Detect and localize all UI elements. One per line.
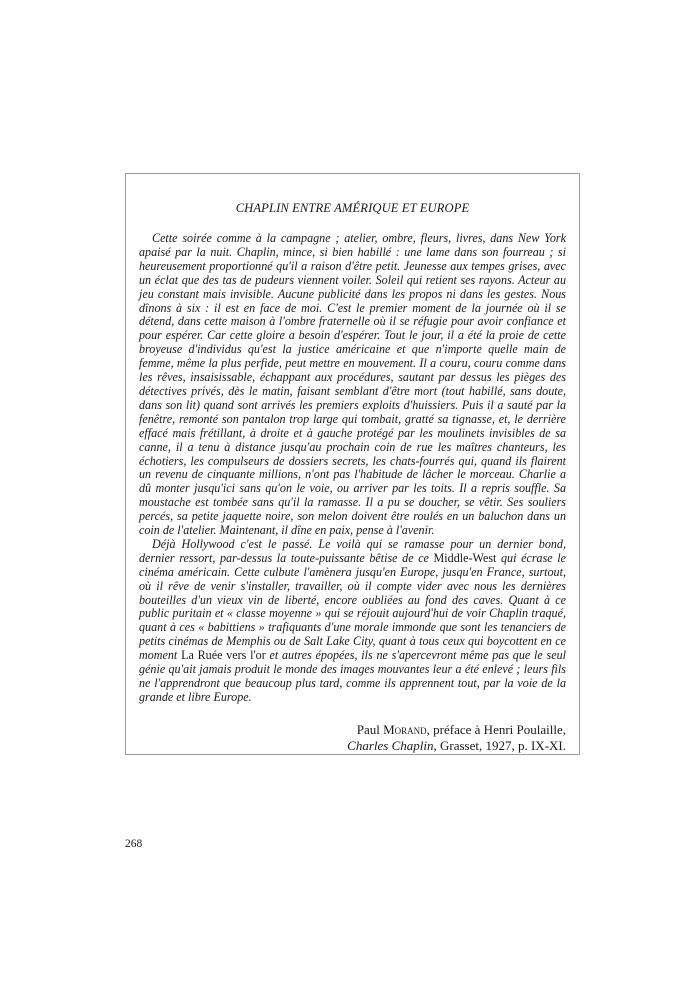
page-number: 268 [125,838,143,850]
paragraph-2-text-a: Déjà Hollywood c'est le passé. Le voilà qui se ramasse pour un dernier bond, dernier ressort, par-dessus la toute-puissante bêtise de ce [139,536,566,565]
citation-title: CHAPLIN ENTRE AMÉRIQUE ET EUROPE [235,201,470,215]
book-title: Charles Chaplin [347,737,434,753]
source-line-2 [139,738,566,754]
citation-box [125,173,580,755]
author-first-name: Paul [356,721,384,737]
author-last-name: Morand [383,721,427,737]
citation-source [139,722,566,754]
paragraph-1-text: Cette soirée comme à la campagne ; atelier, ombre, fleurs, livres, dans New York apaisé par la nuit. Chaplin, mince, si bien habillé : une lame dans son fourreau ; si heureusement proportionné qu'il a raison d'être petit. Jeunesse aux tempes grises, avec un éclat que des tas de pudeurs viennent voiler. Soleil qui retient ses rayons. Acteur au jeu constant mais invisible. Aucune publicité dans les propos ni dans les gestes. Nous dînons à six : il est en face de moi. C'est le premier moment de la journée où il se détend, dans cette maison à l'ombre fraternelle où il se réfugie pour avoir confiance et pour espérer. Car cette gloire a besoin d'espérer. Tout le jour, il a été la proie de cette broyeuse d'individus qu'est la justice américaine et que n'importe quelle main de femme, même la plus perfide, peut mettre en mouvement. Il a couru, couru comme dans les rêves, insaisissable, échappant aux procédures, sautant par dessus les pièges des détectives privés, dès le matin, faisant semblant d'être mort (tout habillé, sans doute, dans son lit) quand sont arrivés les premiers exploits d'huissiers. Puis il a sauté par la fenêtre, remonté son pantalon trop large qui tombait, gratté sa tignasse, et, le derrière effacé mais frétillant, à droite et à gauche protégé par les moulinets invisibles de sa canne, il a tenu à distance jusqu'au prochain coin de rue les maîtres chanteurs, les échotiers, les compulseurs de dossiers secrets, les chats-fourrés qui, quand ils flairent un revenu de cinquante millions, n'ont pas l'habitude de lâcher le morceau. Charlie a dû monter jusqu'ici sans qu'on le voie, ou arriver par les toits. Il a repris souffle. Sa moustache est tombée sans qu'il la ramasse. Il a pu se doucher, se vêtir. Ses souliers percés, sa petite jaquette noire, son melon doivent être roulés en un baluchon dans un coin de l'atelier. Maintenant, il dîne en paix, pense à l'avenir. [139,231,566,538]
publisher-info: , Grasset, 1927, p. IX-XI. [433,737,566,753]
paragraph-2-text-c: et autres épopées, ils ne s'apercevront même pas que le seul génie qu'ait jamais produit le monde des images mouvantes leur a été enlevé ; leurs fils ne l'apprendront que beaucoup plus tard, comme ils apprennent tout, par la voie de la grande et libre Europe. [139,648,567,704]
paragraph-2-upright-film-title: La Ruée vers l'or [181,648,266,663]
paragraph-2-text-b: qui écrase le cinéma américain. Cette culbute l'amènera jusqu'en Europe, jusqu'en France, surtout, où il rêve de venir s'installer, travailler, où il compte vider avec nous les dernières bouteilles d'un vieux vin de liberté, encore oubliées au fond des caves. Quant à ce public puritain et « classe moyenne » qui se réjouit aujourd'hui de voir Chaplin traqué, quant à ces « babittiens » trafiquants d'une morale immonde que sont les tenanciers de petits cinémas de Memphis ou de Salt Lake City, quant à tous ceux qui boycottent en ce moment [139,550,566,663]
source-line-1 [139,722,566,738]
paragraph-1 [139,232,566,538]
paragraph-2-upright-middle-west: Middle-West [433,550,497,565]
paragraph-2 [139,538,566,705]
source-preface: , préface à Henri Poulaille, [426,721,566,737]
